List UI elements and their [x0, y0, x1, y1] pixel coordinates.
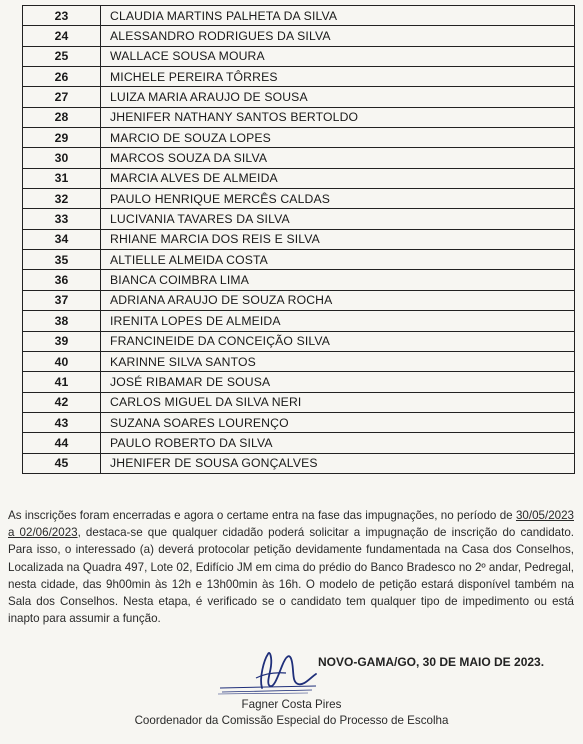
candidate-name: MARCOS SOUZA DA SILVA [101, 148, 575, 168]
row-number: 44 [23, 433, 101, 453]
table-row [23, 311, 575, 331]
candidate-table [22, 5, 575, 474]
place-date: NOVO-GAMA/GO, 30 DE MAIO DE 2023. [318, 655, 545, 669]
candidate-name: MARCIA ALVES DE ALMEIDA [101, 168, 575, 188]
row-number: 30 [23, 148, 101, 168]
candidate-name: PAULO HENRIQUE MERCÊS CALDAS [101, 189, 575, 209]
candidate-name: WALLACE SOUSA MOURA [101, 46, 575, 66]
candidate-name: MICHELE PEREIRA TÔRRES [101, 67, 575, 87]
candidate-name: MARCIO DE SOUZA LOPES [101, 128, 575, 148]
candidate-name: KARINNE SILVA SANTOS [101, 351, 575, 371]
table-row [23, 433, 575, 453]
candidate-name: LUIZA MARIA ARAUJO DE SOUSA [101, 87, 575, 107]
table-row [23, 331, 575, 351]
candidate-name: ALESSANDRO RODRIGUES DA SILVA [101, 26, 575, 46]
row-number: 33 [23, 209, 101, 229]
signer-role: Coordenador da Comissão Especial do Processo de Escolha [134, 714, 449, 727]
row-number: 26 [23, 67, 101, 87]
table-row [23, 189, 575, 209]
table-row [23, 107, 575, 127]
candidate-name: JHENIFER DE SOUSA GONÇALVES [101, 453, 575, 473]
table-row [23, 148, 575, 168]
table-row [23, 46, 575, 66]
row-number: 25 [23, 46, 101, 66]
table-row [23, 128, 575, 148]
row-number: 38 [23, 311, 101, 331]
table-row [23, 87, 575, 107]
signature-image [212, 648, 327, 696]
row-number: 43 [23, 412, 101, 432]
row-number: 45 [23, 453, 101, 473]
table-row [23, 168, 575, 188]
candidate-name: LUCIVANIA TAVARES DA SILVA [101, 209, 575, 229]
table-row [23, 412, 575, 432]
signer-name: Fagner Costa Pires [241, 698, 342, 711]
row-number: 39 [23, 331, 101, 351]
row-number: 42 [23, 392, 101, 412]
candidate-name: BIANCA COIMBRA LIMA [101, 270, 575, 290]
table-row [23, 270, 575, 290]
candidate-name: JHENIFER NATHANY SANTOS BERTOLDO [101, 107, 575, 127]
candidate-name: IRENITA LOPES DE ALMEIDA [101, 311, 575, 331]
table-row [23, 392, 575, 412]
notice-text-after: , destaca-se que qualquer cidadão poderá solicitar a impugnação de inscrição do candidato. Para isso, o interessado (a) deverá protocolar petição devidamente fundamentada na Casa dos Conselhos, Localizada na Quadra 497, Lote 02, Edifício JM em cima do prédio do Banco Bradesco no 2º andar, Pedregal, nesta cidade, das 9h00min às 12h e 13h00min às 16h. O modelo de petição estará disponível também na Sala dos Conselhos. Nesta etapa, é verificado se o candidato tem qualquer tipo de impedimento ou está inapto para assumir a função. [8, 526, 574, 626]
table-row [23, 453, 575, 473]
table-row [23, 229, 575, 249]
row-number: 23 [23, 6, 101, 26]
row-number: 37 [23, 290, 101, 310]
table-row [23, 351, 575, 371]
table-row [23, 209, 575, 229]
table-row [23, 290, 575, 310]
row-number: 29 [23, 128, 101, 148]
table-row [23, 6, 575, 26]
candidate-name: ALTIELLE ALMEIDA COSTA [101, 250, 575, 270]
notice-text-before: As inscrições foram encerradas e agora o certame entra na fase das impugnações, no período de [8, 509, 516, 522]
table-row [23, 250, 575, 270]
row-number: 27 [23, 87, 101, 107]
row-number: 31 [23, 168, 101, 188]
candidate-name: SUZANA SOARES LOURENÇO [101, 412, 575, 432]
row-number: 36 [23, 270, 101, 290]
row-number: 34 [23, 229, 101, 249]
candidate-name: CLAUDIA MARTINS PALHETA DA SILVA [101, 6, 575, 26]
notice-period: 30/05/2023 a 02/06/2023 [8, 509, 574, 540]
candidate-name: FRANCINEIDE DA CONCEIÇÃO SILVA [101, 331, 575, 351]
candidate-name: ADRIANA ARAUJO DE SOUZA ROCHA [101, 290, 575, 310]
candidate-name: RHIANE MARCIA DOS REIS E SILVA [101, 229, 575, 249]
row-number: 24 [23, 26, 101, 46]
row-number: 40 [23, 351, 101, 371]
table-row [23, 26, 575, 46]
table-row [23, 67, 575, 87]
candidate-table-body [23, 6, 575, 474]
candidate-name: CARLOS MIGUEL DA SILVA NERI [101, 392, 575, 412]
row-number: 32 [23, 189, 101, 209]
row-number: 35 [23, 250, 101, 270]
candidate-name: PAULO ROBERTO DA SILVA [101, 433, 575, 453]
table-row [23, 372, 575, 392]
row-number: 41 [23, 372, 101, 392]
row-number: 28 [23, 107, 101, 127]
notice-paragraph [8, 507, 574, 627]
candidate-name: JOSÉ RIBAMAR DE SOUSA [101, 372, 575, 392]
